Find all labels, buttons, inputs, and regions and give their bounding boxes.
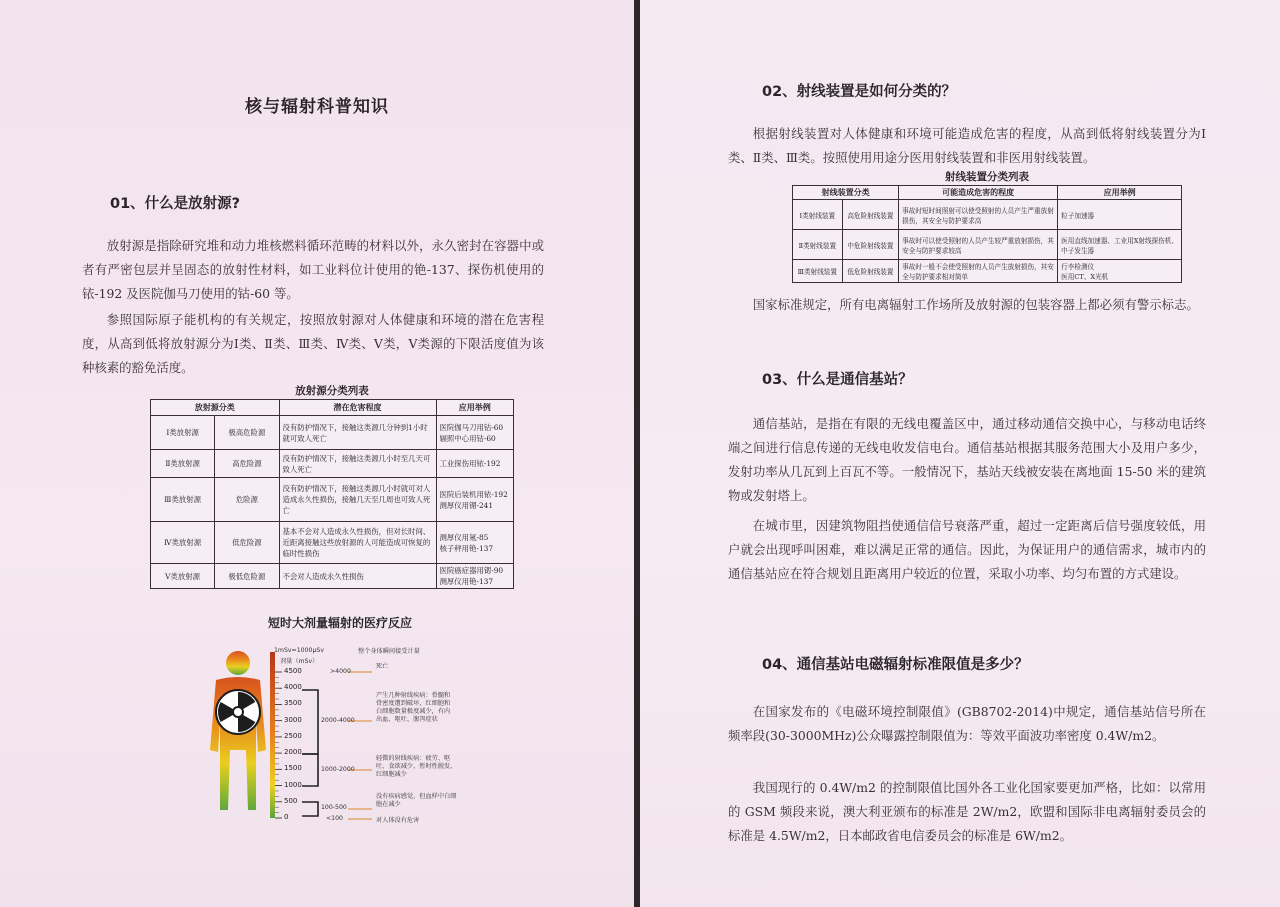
section-3-heading: 03、什么是通信基站？ bbox=[762, 372, 913, 388]
scale-tick-label: 1500 bbox=[284, 764, 302, 773]
ray-device-table-caption: 射线装置分类列表 bbox=[945, 171, 1029, 183]
table-cell: 中危险射线装置 bbox=[842, 230, 899, 260]
table-cell: 危险源 bbox=[215, 478, 279, 522]
scale-tick-label: 4500 bbox=[284, 667, 302, 675]
table-header: 射线装置分类 bbox=[793, 186, 899, 200]
table-cell: Ⅲ类放射源 bbox=[151, 478, 215, 522]
scale-tick-label: 0 bbox=[284, 813, 289, 821]
table-row bbox=[151, 522, 514, 564]
ray-device-table bbox=[792, 185, 1182, 283]
range-effect: 没有疾病感觉，但血样中白细胞在减少 bbox=[376, 793, 457, 808]
scale-tick-label: 1000 bbox=[284, 780, 302, 789]
table-cell: Ⅰ类放射源 bbox=[151, 416, 215, 450]
section-2-paragraph-1: 根据射线装置对人体健康和环境可能造成危害的程度，从高到低将射线装置分为Ⅰ类、Ⅱ类、Ⅲ类。按照使用用途分医用射线装置和非医用射线装置。 bbox=[728, 126, 1206, 165]
table-cell: 事故时一般不会使受照射的人员产生放射损伤，其安全与防护要求相对简单 bbox=[899, 260, 1058, 283]
table-cell: 粒子加速器 bbox=[1058, 200, 1182, 230]
radiation-source-table bbox=[150, 399, 514, 589]
scale-tick-label: 3500 bbox=[284, 699, 302, 708]
figure-title: 短时大剂量辐射的医疗反应 bbox=[267, 616, 412, 630]
dose-scale-bar bbox=[270, 652, 275, 818]
table-header: 应用举例 bbox=[436, 400, 514, 416]
table-cell: Ⅳ类放射源 bbox=[151, 522, 215, 564]
section-1-heading: 01、什么是放射源? bbox=[110, 196, 241, 212]
section-4-paragraph-2: 我国现行的 0.4W/m2 的控制限值比国外各工业化国家要更加严格，比如：以常用的 GSM 频段来说，澳大利亚颁布的标准是 2W/m2，欧盟和国际非电离辐射委员会的标准是 4.5W/m2，日本邮政省电信委员会的标准是 6W/m2。 bbox=[728, 780, 1206, 843]
table-cell: 医用直线加速器、工业用X射线探伤机、中子发生器 bbox=[1058, 230, 1182, 260]
table-cell: Ⅰ类射线装置 bbox=[793, 200, 843, 230]
table-cell: Ⅱ类射线装置 bbox=[793, 230, 843, 260]
page-title: 核与辐射科普知识 bbox=[245, 97, 389, 117]
bracket-100-500 bbox=[302, 802, 318, 816]
radiation-hazard-icon bbox=[216, 690, 260, 734]
range-effect: 死亡 bbox=[376, 663, 389, 670]
table-row bbox=[151, 478, 514, 522]
table-cell: 事故时短时间照射可以使受照射的人员产生严重放射损伤，其安全与防护要求高 bbox=[899, 200, 1058, 230]
scale-tick-label: 2500 bbox=[284, 731, 302, 740]
range-label: <100 bbox=[326, 815, 343, 822]
section-2-heading: 02、射线装置是如何分类的？ bbox=[762, 84, 957, 100]
table-cell: 工业探伤用铱-192 bbox=[436, 450, 514, 478]
table-row bbox=[793, 230, 1182, 260]
table-cell: 高危险射线装置 bbox=[842, 200, 899, 230]
table-row bbox=[151, 564, 514, 589]
table-row bbox=[151, 450, 514, 478]
table-cell: 基本不会对人造成永久性损伤，但对长时间、近距离接触这些放射源的人可能造成可恢复的临时性损伤 bbox=[279, 522, 436, 564]
table-header: 应用举例 bbox=[1058, 186, 1182, 200]
range-effect: 轻微的射线疾病：疲劳、呕吐、食欲减少、暂时性脱发、红细胞减少 bbox=[376, 755, 457, 778]
scale-tick-label: 4000 bbox=[284, 683, 302, 692]
scale-tick-label: 3000 bbox=[284, 715, 302, 724]
table-cell: 没有防护情况下，接触这类源几小时就可对人造成永久性损伤，接触几天至几周也可致人死亡 bbox=[279, 478, 436, 522]
table-cell: 没有防护情况下，接触这类源几分钟到1小时就可致人死亡 bbox=[279, 416, 436, 450]
table-cell: 行李检测仪 医用CT、X光机 bbox=[1058, 260, 1182, 283]
table-cell: 高危险源 bbox=[215, 450, 279, 478]
range-effect: 对人体没有危害 bbox=[376, 817, 420, 824]
section-4-heading: 04、通信基站电磁辐射标准限值是多少？ bbox=[762, 657, 1029, 673]
section-1-paragraph-1: 放射源是指除研究堆和动力堆核燃料循环范畴的材料以外，永久密封在容器中或者有严密包层并呈固态的放射性材料，如工业料位计使用的铯-137、探伤机使用的铱-192 及医院伽马刀使用的钴-60 等。 bbox=[82, 238, 544, 301]
table-header: 放射源分类 bbox=[151, 400, 280, 416]
table-header: 可能造成危害的程度 bbox=[899, 186, 1058, 200]
table-cell: 事故时可以使受照射的人员产生较严重放射损伤，其安全与防护要求较高 bbox=[899, 230, 1058, 260]
unit-note: 1mSv=1000μSv bbox=[274, 647, 325, 654]
table-cell: 医院伽马刀用钴-60 辐照中心用钴-60 bbox=[436, 416, 514, 450]
table-row bbox=[793, 260, 1182, 283]
dose-axis-label: 剂量（mSv） bbox=[280, 658, 319, 665]
table-cell: 医院后装机用铱-192 测厚仪用镅-241 bbox=[436, 478, 514, 522]
bracket-2000-4000 bbox=[302, 690, 318, 754]
section-3-paragraph-2: 在城市里，因建筑物阻挡使通信信号衰落严重，超过一定距离后信号强度较低，用户就会出现呼叫困难，难以满足正常的通信。因此，为保证用户的通信需求，城市内的通信基站应在符合规划且距离用户较近的位置，采取小功率、均匀布置的方式建设。 bbox=[728, 518, 1206, 581]
right-page bbox=[640, 0, 1280, 907]
range-effect: 产生几种射线疾病：骨髓和骨密度遭到破坏，红细胞和白细胞数量极度减少，有内出血、呕吐、腹泻症状 bbox=[376, 692, 451, 723]
right-label: 整个身体瞬间接受计量 bbox=[358, 648, 420, 655]
section-1-paragraph-2: 参照国际原子能机构的有关规定，按照放射源对人体健康和环境的潜在危害程度，从高到低将放射源分为Ⅰ类、Ⅱ类、Ⅲ类、Ⅳ类、Ⅴ类，Ⅴ类源的下限活度值为该种核素的豁免活度。 bbox=[82, 312, 544, 375]
section-3-paragraph-1: 通信基站，是指在有限的无线电覆盖区中，通过移动通信交换中心，与移动电话终端之间进行信息传递的无线电收发信电台。通信基站根据其服务范围大小及用户多少，发射功率从几瓦到上百瓦不等。一般情况下，基站天线被安装在离地面 15-50 米的建筑物或发射塔上。 bbox=[728, 416, 1206, 503]
table-cell: 极低危险源 bbox=[215, 564, 279, 589]
table-cell: 极高危险源 bbox=[215, 416, 279, 450]
range-label: 1000-2000 bbox=[321, 766, 355, 773]
range-label: >4000 bbox=[330, 668, 351, 675]
table-cell: 医院癌症器用锶-90 测厚仪用铯-137 bbox=[436, 564, 514, 589]
table-cell: 低危险射线装置 bbox=[842, 260, 899, 283]
table-cell: 没有防护情况下，接触这类源几小时至几天可致人死亡 bbox=[279, 450, 436, 478]
table-cell: 低危险源 bbox=[215, 522, 279, 564]
table-cell: Ⅱ类放射源 bbox=[151, 450, 215, 478]
range-label: 100-500 bbox=[321, 804, 347, 811]
section-4-paragraph-1: 在国家发布的《电磁环境控制限值》(GB8702-2014)中规定，通信基站信号所在频率段(30-3000MHz)公众曝露控制限值为：等效平面波功率密度 0.4W/m2。 bbox=[728, 704, 1206, 743]
radiation-dose-figure bbox=[190, 610, 490, 900]
table-row bbox=[793, 200, 1182, 230]
radiation-source-table-caption: 放射源分类列表 bbox=[295, 385, 369, 397]
scale-tick-label: 2000 bbox=[284, 748, 302, 757]
section-2-paragraph-2: 国家标准规定，所有电离辐射工作场所及放射源的包装容器上都必须有警示标志。 bbox=[752, 297, 1199, 312]
table-cell: Ⅲ类射线装置 bbox=[793, 260, 843, 283]
table-cell: 测厚仪用氪-85 核子秤用铯-137 bbox=[436, 522, 514, 564]
table-cell: 不会对人造成永久性损伤 bbox=[279, 564, 436, 589]
bracket-1000-2000 bbox=[302, 754, 318, 786]
range-label: 2000-4000 bbox=[321, 717, 355, 724]
table-row bbox=[151, 416, 514, 450]
table-cell: Ⅴ类放射源 bbox=[151, 564, 215, 589]
left-page bbox=[0, 0, 634, 907]
scale-tick-label: 500 bbox=[284, 796, 298, 805]
table-header: 潜在危害程度 bbox=[279, 400, 436, 416]
